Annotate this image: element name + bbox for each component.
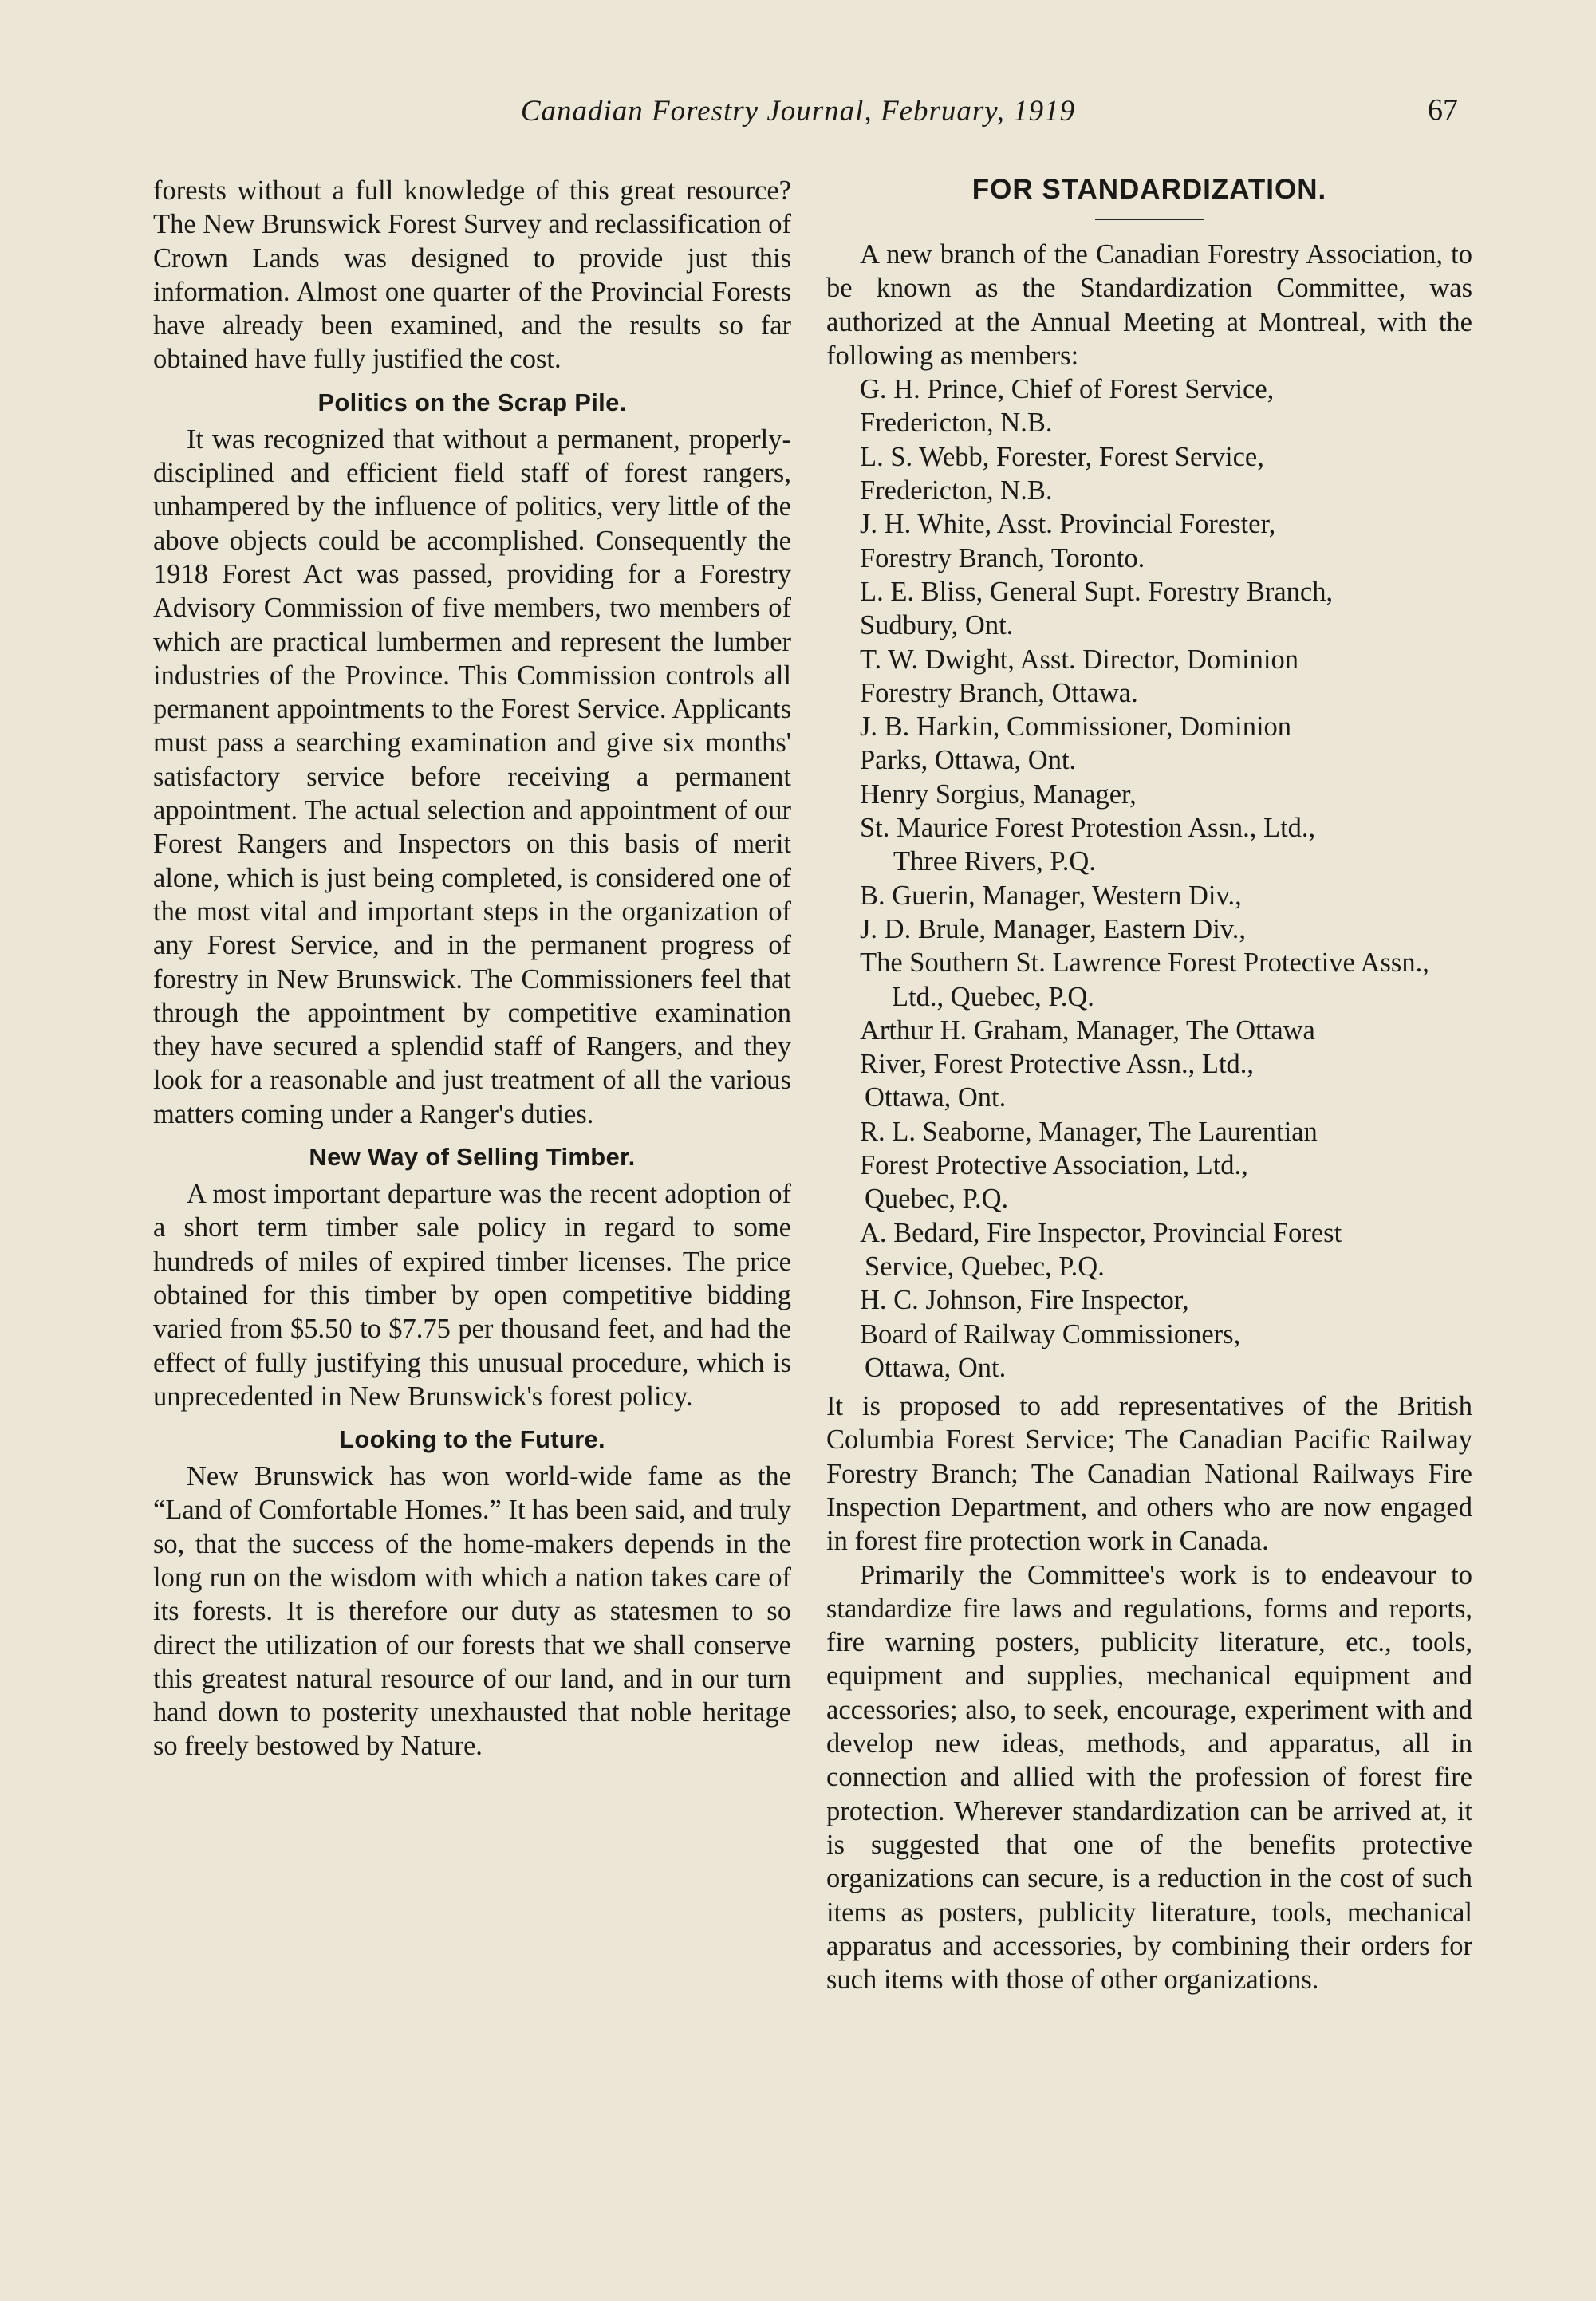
intro-paragraph: forests without a full knowledge of this great resource? The New Brunswick Forest Survey and reclassification of Crown Lands was designed to provide just this information. Almost one quarter of the Provincial Forests have already been examined, and the results so far obtained have fully justified the cost.	[153, 175, 792, 375]
member-name: A. Bedard, Fire Inspector, Provincial Forest	[860, 1217, 1342, 1248]
member-name: T. W. Dwight, Asst. Director, Dominion	[860, 644, 1298, 675]
section-body-timber: A most important departure was the recent adoption of a short term timber sale policy in regard to some hundreds of miles of expired timber licenses. The price obtained for this timber by open competitive bidding varied from $5.50 to $7.75 per thousand feet, and had the effect of fully justifying this unusual procedure, which is unprecedented in New Brunswick's forest policy.	[153, 1179, 791, 1412]
member-name: L. S. Webb, Forester, Forest Service,	[860, 441, 1264, 472]
title-rule	[1095, 219, 1204, 220]
member-location: Sudbury, Ont.	[860, 610, 1014, 641]
section-body-future: New Brunswick has won world-wide fame as the “Land of Comfortable Homes.” It has been said, and truly so, that the success of the home-makers depends in the long run on the wisdom with which a nation takes care of its forests. It is therefore our duty as statesmen to so direct the utilization of our forests that we shall conserve this greatest natural resource of our land, and in our turn hand down to posterity unexhausted that noble heritage so freely bestowed by Nature.	[153, 1461, 791, 1762]
article-title: FOR STANDARDIZATION.	[971, 174, 1327, 205]
member-location: Quebec, P.Q.	[865, 1184, 1009, 1215]
member-list	[826, 372, 1472, 1385]
page-number: 67	[1428, 93, 1458, 127]
member-entry-johnson	[826, 1283, 1472, 1385]
member-entry-seaborne	[826, 1115, 1472, 1216]
member-name: Henry Sorgius, Manager,	[860, 778, 1137, 810]
section-body-politics: It was recognized that without a permanent, properly-disciplined and efficient field staff of forest rangers, unhampered by the influence of politics, very little of the above objects could be accomplished. Consequently the 1918 Forest Act was passed, providing for a Forestry Advisory Commission of five members, two members of which are practical lumbermen and represent the lumber industries of the Province. This Commission controls all permanent appointments to the Forest Service. Applicants must pass a searching examination and give six months' satisfactory service before receiving a permanent appointment. The actual selection and appointment of our Forest Rangers and Inspectors on this basis of merit alone, which is just being completed, is considered one of the most vital and important steps in the organization of any Forest Service, and in the permanent progress of forestry in New Brunswick. The Commissioners feel that through the appointment by competitive examination they have secured a splendid staff of Rangers, and they look for a reasonable and just treatment of all the various matters coming under a Ranger's duties.	[153, 424, 791, 1129]
right-column	[826, 174, 1472, 1996]
member-name: R. L. Seaborne, Manager, The Laurentian	[860, 1116, 1318, 1147]
member-name: H. C. Johnson, Fire Inspector,	[860, 1285, 1189, 1316]
committee-intro: A new branch of the Canadian Forestry Association, to be known as the Standardization Committee, was authorized at the Annual Meeting at Montreal, with the following as members:	[826, 239, 1472, 371]
committee-work-paragraph: Primarily the Committee's work is to endeavour to standardize fire laws and regulations, forms and reports, fire warning posters, publicity literature, etc., tools, equipment and supplies, mechanical equipment and accessories; also, to seek, encourage, experiment with and develop new ideas, methods, and apparatus, all in connection and allied with the profession of forest fire protection. Wherever standardization can be arrived at, it is suggested that one of the benefits protective organizations can secure, is a reduction in the cost of such items as posters, publicity literature, tools, mechanical apparatus and accessories, by combining their orders for such items with those of other organizations.	[826, 1559, 1472, 1996]
running-title: Canadian Forestry Journal, February, 1919	[520, 95, 1076, 128]
member-name: J. B. Harkin, Commissioner, Dominion	[860, 711, 1292, 743]
member-location: Forestry Branch, Toronto.	[860, 542, 1145, 573]
member-entry-graham	[826, 1014, 1472, 1115]
member-name: L. E. Bliss, General Supt. Forestry Branch,	[860, 576, 1334, 607]
member-name: B. Guerin, Manager, Western Div.,	[860, 880, 1242, 911]
section-heading-timber: New Way of Selling Timber.	[309, 1143, 636, 1172]
member-entry	[826, 440, 1472, 508]
member-entry-bedard	[826, 1216, 1472, 1284]
member-location: Fredericton, N.B.	[860, 475, 1053, 506]
proposal-paragraph: It is proposed to add representatives of the British Columbia Forest Service; The Canadian Pacific Railway Forestry Branch; The Canadian National Railways Fire Inspection Department, and others who are now engaged in forest fire protection work in Canada.	[826, 1391, 1472, 1557]
member-name: J. H. White, Asst. Provincial Forester,	[860, 509, 1276, 540]
member-location: Forestry Branch, Ottawa.	[860, 677, 1138, 708]
member-location: Ottawa, Ont.	[865, 1082, 1007, 1113]
member-name: G. H. Prince, Chief of Forest Service,	[860, 374, 1275, 405]
member-location: Ottawa, Ont.	[865, 1352, 1007, 1383]
member-org: River, Forest Protective Assn., Ltd.,	[860, 1049, 1255, 1080]
member-entry	[826, 575, 1472, 643]
section-heading-politics: Politics on the Scrap Pile.	[317, 388, 627, 416]
member-name: Arthur H. Graham, Manager, The Ottawa	[860, 1015, 1315, 1046]
member-location: Service, Quebec, P.Q.	[865, 1251, 1105, 1282]
member-location: Three Rivers, P.Q.	[893, 846, 1096, 877]
left-column	[153, 174, 791, 1763]
member-entry	[826, 643, 1472, 711]
section-heading-future: Looking to the Future.	[339, 1425, 605, 1454]
member-entry-southern	[826, 879, 1472, 1014]
member-org: The Southern St. Lawrence Forest Protective Assn., Ltd., Quebec, P.Q.	[860, 948, 1429, 1012]
member-name: J. D. Brule, Manager, Eastern Div.,	[860, 913, 1247, 944]
member-entry-sorgius	[826, 778, 1472, 879]
member-org: St. Maurice Forest Protestion Assn., Ltd.,	[860, 813, 1316, 844]
member-entry	[826, 710, 1472, 778]
member-entry	[826, 372, 1472, 440]
member-org: Board of Railway Commissioners,	[860, 1318, 1241, 1349]
member-entry	[826, 507, 1472, 575]
member-org: Forest Protective Association, Ltd.,	[860, 1150, 1248, 1181]
member-location: Fredericton, N.B.	[860, 408, 1053, 439]
member-location: Parks, Ottawa, Ont.	[860, 745, 1077, 776]
